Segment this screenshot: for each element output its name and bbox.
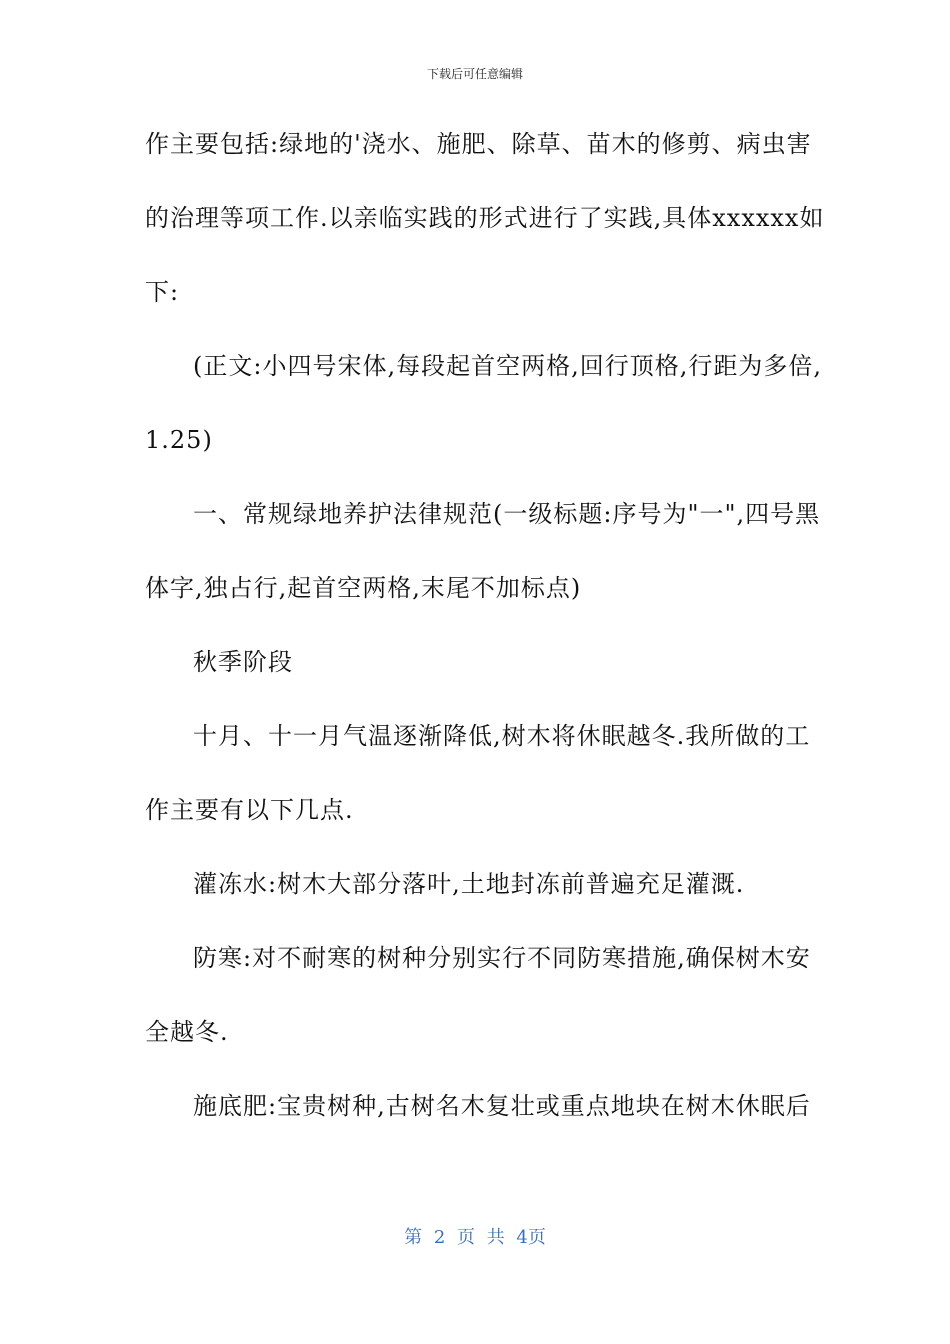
body-line: 全越冬. [145,1018,229,1046]
body-line: 十月、十一月气温逐渐降低,树木将休眠越冬.我所做的工 [193,722,811,750]
body-line: 作主要包括:绿地的'浇水、施肥、除草、苗木的修剪、病虫害 [145,130,812,158]
body-line: (正文:小四号宋体,每段起首空两格,回行顶格,行距为多倍, [193,352,822,380]
body-line: 下: [145,278,180,306]
page-footer: 第 2 页 共 4页 [404,1227,546,1248]
body-line: 作主要有以下几点. [145,796,354,824]
body-line: 一、常规绿地养护法律规范(一级标题:序号为"一",四号黑 [193,500,821,528]
body-line: 秋季阶段 [193,648,293,676]
body-line: 的治理等项工作.以亲临实践的形式进行了实践,具体xxxxxx如 [145,204,825,232]
page-header-note: 下载后可任意编辑 [426,67,523,81]
body-line: 1.25) [145,426,213,454]
body-line: 施底肥:宝贵树种,古树名木复壮或重点地块在树木休眠后 [193,1092,811,1120]
body-line: 灌冻水:树木大部分落叶,土地封冻前普遍充足灌溉. [193,870,745,898]
body-line: 体字,独占行,起首空两格,末尾不加标点) [145,574,582,602]
body-line: 防寒:对不耐寒的树种分别实行不同防寒措施,确保树木安 [193,944,811,972]
